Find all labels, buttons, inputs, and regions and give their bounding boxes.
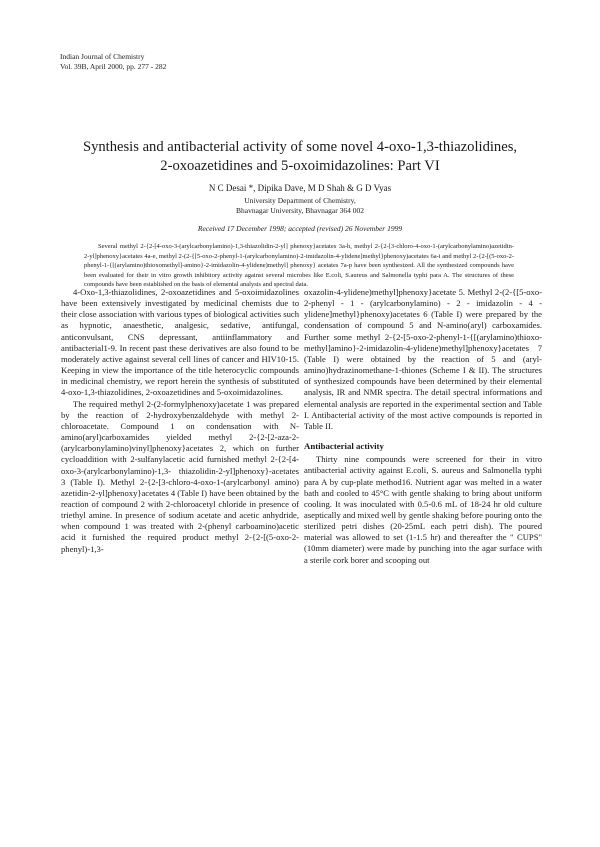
journal-name: Indian Journal of Chemistry: [60, 52, 145, 61]
authors: N C Desai *, Dipika Dave, M D Shah & G D Vyas: [208, 183, 392, 193]
abstract: Several methyl 2-{2-[4-oxo-3-(arylcarbonylamino)-1,3-thiazolidin-2-yl] phenoxy}acetates 3a-h, methyl 2-{2-[3-chloro-4-oxo-1-(arylcarbonylamino)azetidin-2-yl]phenoxy}acetates 4a-e, methyl 2-(2-{[5-oxo-2-phenyl-1-(arylcarbonylamino)-2-imidazolin-4-ylidene]methyl}phenoxy)acetates 6a-i and methyl 2-{2-[(5-oxo-2-phenyl-1-{[(arylamino)thioxomethyl]-amino}-2-imidazolin-4-ylidene)methyl] phenoxy} acetates 7a-p have been synthesized. All the synthesized compounds have been evaluated for their in vitro growth inhibitory activity against several microbes like E.coli, S.aureus and Salmonella typhi para A. The structures of these compounds have been established on the basis of elemental analysis and spectral data.: [84, 243, 514, 288]
title-line-1: Synthesis and antibacterial activity of some novel 4-oxo-1,3-thiazolidines,: [82, 139, 518, 155]
received-dates: Received 17 December 1998; accepted (revised) 26 November 1999: [197, 224, 403, 233]
volume-info: Vol. 39B, April 2000, pp. 277 - 282: [60, 62, 167, 71]
synthesis-paragraph: The required methyl 2-(2-formylphenoxy)acetate 1 was prepared by the reaction of 2-hydroxybenzaldehyde with methyl 2-chloroacetate. Compound 1 on condensation with N-amino(aryl)carboxamides yielded methyl 2-{2-[2-aza-2-(arylcarbonylamino)vinyl]phenoxy}acetates 2, which on further cycloaddition with 2-sulfanylacetic acid furnished methyl 2-{2-[4-oxo-3-(arylcarbonylamino)-1,3- thiazolidin-2-yl]phenoxy}-acetates 3 (Table I). Methyl 2-{2-[3-chloro-4-oxo-1-(arylcarbonyl amino) azetidin-2-yl]phenoxy}acetates 4 (Table I) have been obtained by the reaction of compound 2 with 2-chloroacetyl chloride in presence of triethyl amine. In presence of sodium acetate and acetic anhydride, when compound 1 was treated with 2-(phenyl carboamino)acetic acid it furnished the required product methyl 2-{2-[(5-oxo-2-phenyl)-1,3-: [61, 398, 299, 554]
affiliation: [0, 196, 600, 216]
left-column: [61, 287, 299, 555]
right-column: [304, 287, 542, 566]
affiliation-department: University Department of Chemistry,: [244, 196, 356, 205]
paper-title: [40, 138, 560, 176]
synthesis-continued-paragraph: oxazolin-4-ylidene)methyl]phenoxy}acetate 5. Methyl 2-(2-{[5-oxo-2-phenyl - 1 - (arylcarbonylamino) - 2 - imidazolin - 4 - ylidene]methyl}phenoxy)acetates 6 (Table I) were prepared by the condensation of compound 5 and N-amino(aryl) carboxamides. Further some methyl 2-{2-[5-oxo-2-phenyl-1-{[(arylamino)thioxo-methyl]amino}-2-imidazolin-4-ylidene)methyl]phenoxy}acetates 7 (Table I) were obtained by the reaction of 5 and (aryl-amino)hydrazinomethane-1-thiones (Scheme I & II). The structures of synthesized compounds have been determined by their elemental analysis, IR and NMR spectra. The detail spectral informations and elemental analysis are reported in the experimental section and Table I. Antibacterial activity of the most active compounds is reported in Table II.: [304, 287, 542, 431]
journal-header: [60, 52, 166, 72]
intro-paragraph: 4-Oxo-1,3-thiazolidines, 2-oxoazetidines and 5-oxoimidazolines have been extensively investigated by medicinal chemists due to their close association with various types of biological activities such as hypnotic, anaesthetic, analgesic, sedative, antifungal, anticonvulsant, CNS depressant, antiinflammatory and antibacterial1-9. In recent past these derivatives are also found to be moderately active against several cell lines of cancer and HIV10-15. Keeping in view the importance of the title heterocyclic compounds in medicinal chemistry, we report herein the synthesis of substituted 4-oxo-1,3-thiazolidines, 2-oxoazetidines and 5-oxoimidazolines.: [61, 287, 299, 398]
section-heading-antibacterial: Antibacterial activity: [304, 441, 384, 452]
affiliation-university: Bhavnagar University, Bhavnagar 364 002: [235, 206, 365, 215]
antibacterial-paragraph: Thirty nine compounds were screened for their in vitro antibacterial activity against E.coli, S. aureus and Salmonella typhi para A by cup-plate method16. Nutrient agar was melted in a water bath and cooled to 45°C with gentle shaking to bring about uniform cooling. It was inoculated with 0.5-0.6 mL of 18-24 hr old culture aseptically and mixed well by gentle shaking before pouring onto the sterilized petri dishes (20-25mL each petri dish). The poured material was allowed to set (1-1.5 hr) and thereafter the " CUPS" (10mm diameter) were made by punching into the agar surface with a sterile cork borer and scooping out: [304, 454, 542, 565]
title-line-2: 2-oxoazetidines and 5-oxoimidazolines: Part VI: [160, 158, 440, 174]
